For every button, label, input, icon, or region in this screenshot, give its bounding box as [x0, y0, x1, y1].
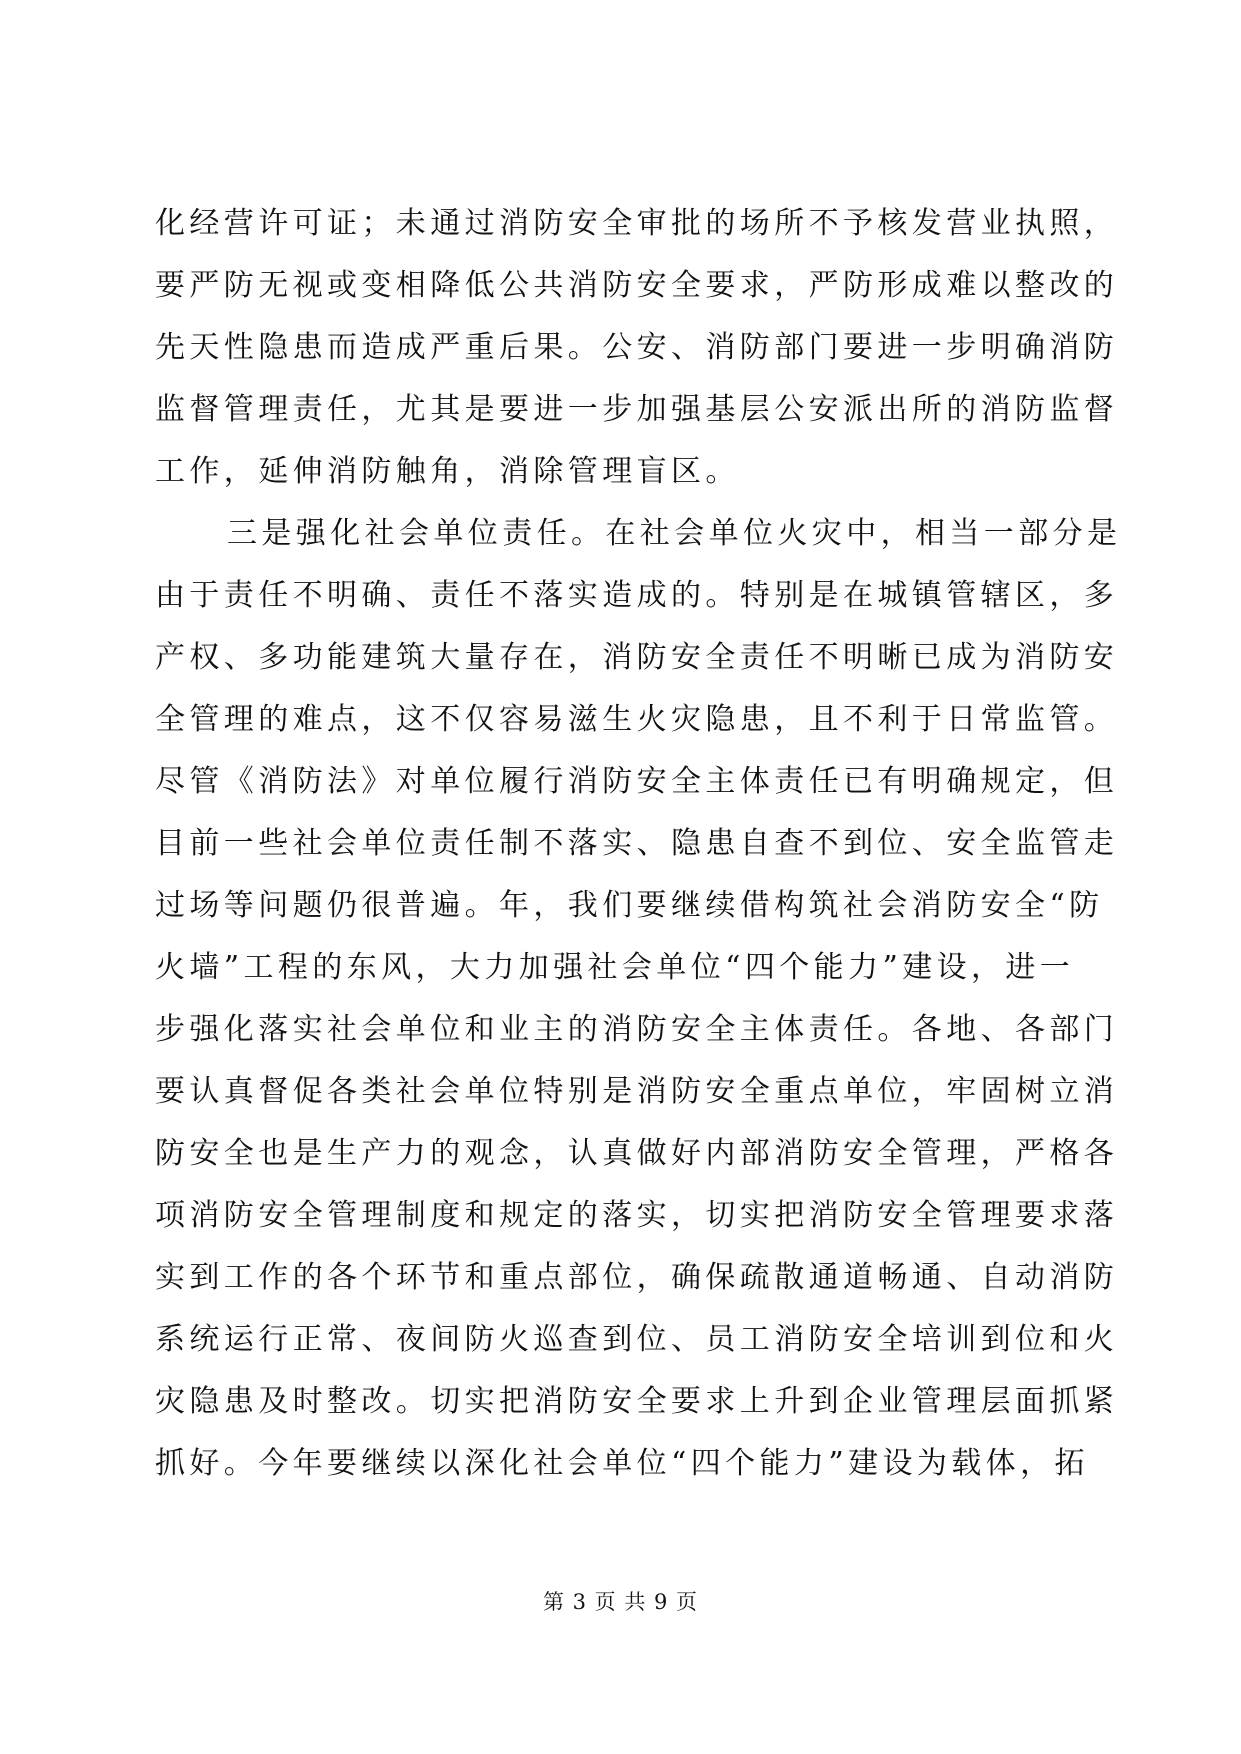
text-line: 化经营许可证；未通过消防安全审批的场所不予核发营业执照， [155, 206, 1119, 241]
text-line: 全管理的难点，这不仅容易滋生火灾隐患，且不利于日常监管。 [155, 702, 1119, 737]
text-line: 监督管理责任，尤其是要进一步加强基层公安派出所的消防监督 [155, 392, 1119, 427]
page-footer: 第 3 页 共 9 页 [542, 1590, 699, 1614]
text-line: 产权、多功能建筑大量存在，消防安全责任不明晰已成为消防安 [155, 640, 1119, 675]
text-line: 步强化落实社会单位和业主的消防安全主体责任。各地、各部门 [155, 1012, 1119, 1047]
text-line: 火墙”工程的东风，大力加强社会单位“四个能力”建设，进一 [155, 950, 1075, 985]
text-line: 要认真督促各类社会单位特别是消防安全重点单位，牢固树立消 [155, 1074, 1119, 1109]
text-line: 实到工作的各个环节和重点部位，确保疏散通道畅通、自动消防 [155, 1260, 1119, 1295]
text-line: 项消防安全管理制度和规定的落实，切实把消防安全管理要求落 [155, 1198, 1119, 1233]
text-line: 目前一些社会单位责任制不落实、隐患自查不到位、安全监管走 [155, 826, 1119, 861]
text-line: 过场等问题仍很普遍。年，我们要继续借构筑社会消防安全“防 [155, 888, 1104, 923]
text-line: 工作，延伸消防触角，消除管理盲区。 [155, 454, 740, 489]
text-line: 尽管《消防法》对单位履行消防安全主体责任已有明确规定，但 [155, 764, 1119, 799]
text-line: 先天性隐患而造成严重后果。公安、消防部门要进一步明确消防 [155, 330, 1119, 365]
paragraph-start-line: 三是强化社会单位责任。在社会单位火灾中，相当一部分是 [227, 516, 1122, 551]
body-text [155, 193, 1122, 1495]
text-line: 由于责任不明确、责任不落实造成的。特别是在城镇管辖区，多 [155, 578, 1119, 613]
text-line: 系统运行正常、夜间防火巡查到位、员工消防安全培训到位和火 [155, 1322, 1119, 1357]
text-line: 要严防无视或变相降低公共消防安全要求，严防形成难以整改的 [155, 268, 1119, 303]
text-line: 防安全也是生产力的观念，认真做好内部消防安全管理，严格各 [155, 1136, 1119, 1171]
text-line: 抓好。今年要继续以深化社会单位“四个能力”建设为载体，拓 [155, 1446, 1089, 1481]
text-line: 灾隐患及时整改。切实把消防安全要求上升到企业管理层面抓紧 [155, 1384, 1119, 1419]
